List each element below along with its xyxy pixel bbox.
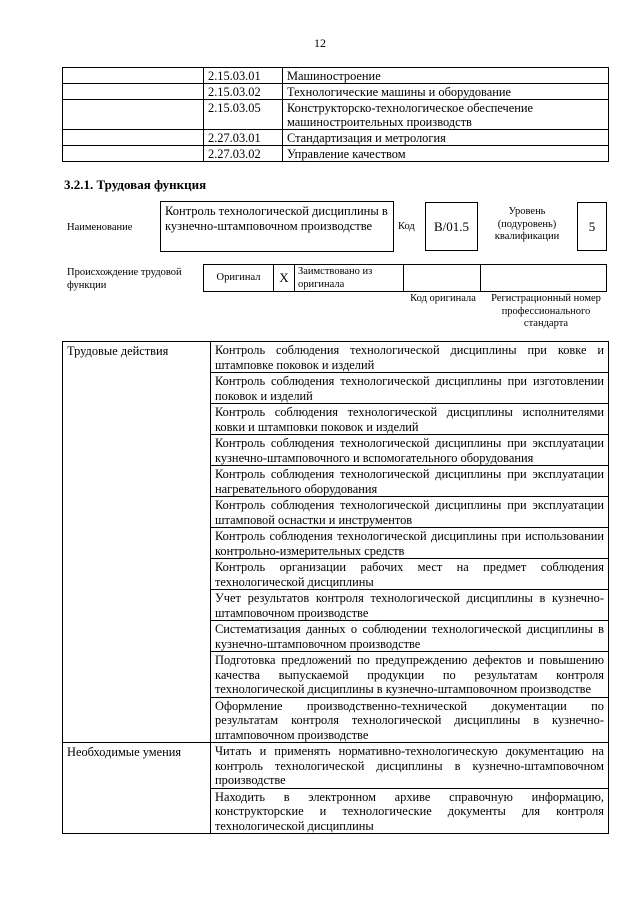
labor-action-row-text: Контроль соблюдения технологической дисциплины при эксплуатации нагревательного оборудования	[211, 466, 609, 497]
level-box: 5	[577, 202, 607, 251]
labor-action-row-text: Контроль организации рабочих мест на предмет соблюдения технологической дисциплины	[211, 559, 609, 590]
labor-action-row-text: Контроль соблюдения технологической дисциплины при эксплуатации кузнечно-штамповочного и вспомогательного оборудования	[211, 435, 609, 466]
codes-empty-cell	[63, 84, 204, 100]
code-cell: 2.15.03.01	[204, 68, 283, 84]
labor-action-row-text: Оформление производственно-технической документации по результатам контроля технологической дисциплины в кузнечно-штамповочном производстве	[211, 697, 609, 743]
reg-number-cell	[480, 264, 607, 292]
code-name-cell: Стандартизация и метрология	[283, 130, 609, 146]
codes-row	[63, 84, 609, 100]
labor-action-row-text: Учет результатов контроля технологической дисциплины в кузнечно-штамповочном производстве	[211, 590, 609, 621]
section-heading: 3.2.1. Трудовая функция	[64, 177, 207, 192]
labor-action-row-text: Контроль соблюдения технологической дисциплины при ковке и штамповке поковок и изделий	[211, 342, 609, 373]
page-number: 12	[314, 36, 326, 50]
code-name-cell: Управление качеством	[283, 146, 609, 162]
codes-empty-cell	[63, 100, 204, 130]
code-cell: 2.27.03.01	[204, 130, 283, 146]
labor-action-row-text: Контроль соблюдения технологической дисциплины при изготовлении поковок и изделий	[211, 373, 609, 404]
labor-action-row-text: Контроль соблюдения технологической дисциплины исполнителями ковки и штамповки поковок и изделий	[211, 404, 609, 435]
skills-label: Необходимые умения	[63, 743, 211, 834]
skill-row-text: Читать и применять нормативно-технологическую документацию на контроль технологической дисциплины в кузнечно-штамповочном производстве	[211, 743, 609, 789]
function-code-box: B/01.5	[425, 202, 478, 251]
codes-row	[63, 100, 609, 130]
labor-actions-table	[62, 341, 609, 834]
code-cell: 2.15.03.02	[204, 84, 283, 100]
codes-empty-cell	[63, 130, 204, 146]
level-label: Уровень (подуровень) квалификации	[494, 206, 560, 242]
code-cell: 2.27.03.02	[204, 146, 283, 162]
skill-row	[63, 743, 609, 789]
origin-label: Происхождение трудовой функции	[67, 267, 182, 291]
codes-empty-cell	[63, 68, 204, 84]
code-name-cell: Конструкторско-технологическое обеспечение машиностроительных производств	[283, 100, 609, 130]
original-cell	[203, 264, 274, 292]
code-name-cell: Технологические машины и оборудование	[283, 84, 609, 100]
labor-action-row-text: Подготовка предложений по предупреждению дефектов и повышению качества выпускаемой продукции по результатам контроля технологической дисциплины в кузнечно-штамповочном производстве	[211, 652, 609, 698]
labor-action-row-text: Контроль соблюдения технологической дисциплины при использовании контрольно-измерительных средств	[211, 528, 609, 559]
codes-row	[63, 130, 609, 146]
name-label: Наименование	[67, 222, 133, 233]
codes-row	[63, 146, 609, 162]
code-label: Код	[398, 221, 415, 232]
reg-number-label: Регистрационный номер профессионального стандарта	[491, 293, 601, 329]
skill-row-text: Находить в электронном архиве справочную информацию, конструкторские и технологические документы для контроля технологической дисциплины	[211, 788, 609, 834]
borrowed-cell	[294, 264, 404, 292]
code-name-cell: Машиностроение	[283, 68, 609, 84]
labor-action-row-text: Систематизация данных о соблюдении технологической дисциплины в кузнечно-штамповочном производстве	[211, 621, 609, 652]
original-mark: X	[273, 264, 295, 292]
original-text: Оригинал	[216, 271, 261, 283]
code-cell: 2.15.03.05	[204, 100, 283, 130]
labor-action-row-text: Контроль соблюдения технологической дисциплины при эксплуатации штамповой оснастки и инструментов	[211, 497, 609, 528]
origin-row	[203, 264, 608, 292]
codes-empty-cell	[63, 146, 204, 162]
labor-actions-label: Трудовые действия	[63, 342, 211, 743]
borrowed-text: Заимствовано из оригинала	[298, 266, 373, 290]
code-original-cell	[403, 264, 481, 292]
codes-table	[62, 67, 609, 162]
function-name-box: Контроль технологической дисциплины в кузнечно-штамповочном производстве	[160, 201, 394, 252]
code-original-label: Код оригинала	[410, 293, 476, 304]
codes-row	[63, 68, 609, 84]
labor-action-row	[63, 342, 609, 373]
